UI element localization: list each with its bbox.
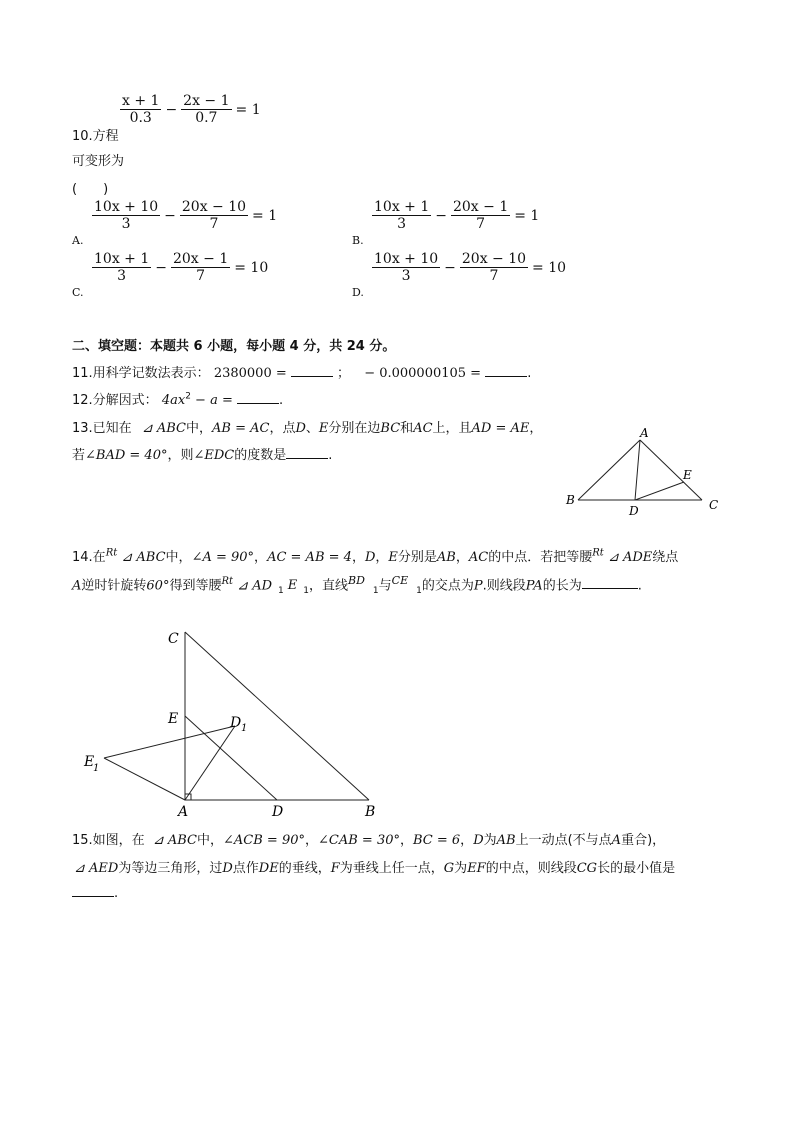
frac-denominator: 3 bbox=[397, 216, 407, 232]
option-c[interactable] bbox=[92, 251, 268, 284]
q13-line-2 bbox=[72, 444, 332, 463]
text: 的中点，则线段 bbox=[485, 861, 577, 876]
subscript: 1 bbox=[303, 585, 309, 596]
text: ， bbox=[460, 833, 474, 848]
text: 中， bbox=[185, 421, 212, 436]
segment-e1d1 bbox=[104, 726, 235, 758]
frac-numerator: 2x − 1 bbox=[183, 93, 230, 109]
math: AD = AE bbox=[471, 421, 530, 436]
q10-equation bbox=[120, 93, 261, 126]
text: .则线段 bbox=[482, 578, 526, 594]
math: AC = AB = 4 bbox=[267, 550, 352, 565]
label-a: A bbox=[640, 426, 649, 440]
frac-numerator: 20x − 10 bbox=[461, 251, 527, 267]
segment-ab bbox=[578, 440, 640, 500]
minus-sign: − bbox=[164, 207, 176, 224]
subscript: 1 bbox=[372, 585, 379, 596]
text: 15.如图，在 bbox=[72, 833, 145, 848]
text: 逆时针旋转 bbox=[81, 578, 147, 594]
q11-answer-blank-1[interactable] bbox=[291, 376, 333, 377]
math: Rt bbox=[105, 547, 118, 559]
text: 的垂线， bbox=[278, 861, 331, 876]
math: D bbox=[222, 861, 233, 876]
q14-figure bbox=[80, 622, 390, 822]
option-rhs: = 10 bbox=[234, 259, 269, 276]
text: 中， bbox=[196, 833, 223, 848]
q12-answer-blank[interactable] bbox=[237, 403, 279, 404]
text: 上一动点(不与点 bbox=[515, 833, 612, 848]
segment-e1a bbox=[104, 758, 185, 800]
minus-sign: − bbox=[435, 207, 447, 224]
text: . bbox=[637, 578, 642, 594]
math: ⊿ AD bbox=[237, 578, 273, 594]
math: ∠CAB = 30° bbox=[318, 833, 400, 848]
math: AC bbox=[413, 421, 433, 436]
label-b: B bbox=[566, 493, 575, 507]
text: 、 bbox=[305, 421, 319, 436]
frac-numerator: 10x + 10 bbox=[94, 199, 159, 215]
segment-cb bbox=[185, 632, 369, 800]
q11-answer-blank-2[interactable] bbox=[485, 376, 527, 377]
text: 若 bbox=[72, 448, 86, 463]
text: 点作 bbox=[232, 861, 259, 876]
label-b: B bbox=[365, 804, 376, 820]
section-2-title: 二、填空题：本题共 6 小题，每小题 4 分，共 24 分。 bbox=[72, 339, 396, 354]
math: E bbox=[318, 421, 329, 436]
text: 为 bbox=[454, 861, 468, 876]
option-rhs: = 10 bbox=[532, 259, 567, 276]
q13-figure bbox=[560, 420, 730, 520]
text: 分别是 bbox=[397, 550, 437, 565]
math: P bbox=[473, 578, 483, 594]
frac-denominator: 3 bbox=[121, 216, 131, 232]
label-e: E bbox=[683, 468, 692, 482]
frac-denominator: 7 bbox=[489, 268, 499, 284]
text: ，直线 bbox=[308, 578, 348, 594]
math: D bbox=[295, 421, 306, 436]
math: G bbox=[443, 861, 455, 876]
math: E bbox=[388, 550, 398, 565]
text: ， bbox=[304, 833, 318, 848]
math: CG bbox=[576, 861, 598, 876]
text: ， bbox=[455, 550, 469, 565]
math: AB = AC bbox=[212, 421, 270, 436]
frac-numerator: 20x − 1 bbox=[452, 199, 509, 215]
option-d[interactable] bbox=[372, 251, 566, 284]
math: CE bbox=[391, 574, 409, 587]
q14-answer-blank[interactable] bbox=[582, 588, 638, 589]
q13-line-1 bbox=[72, 417, 542, 436]
q12-line bbox=[72, 389, 283, 408]
q11-line bbox=[72, 362, 531, 381]
q10-prefix: 10.方程 bbox=[72, 129, 119, 144]
label-e1: E bbox=[84, 754, 95, 770]
option-c-letter: C. bbox=[72, 286, 84, 299]
frac-numerator: 20x − 10 bbox=[181, 199, 247, 215]
frac-denominator: 0.3 bbox=[129, 110, 152, 126]
text: . bbox=[114, 886, 119, 901]
math: DE bbox=[258, 861, 279, 876]
math: Rt bbox=[592, 547, 604, 559]
minus-sign: − bbox=[155, 259, 167, 276]
math: 60° bbox=[146, 578, 170, 594]
frac-denominator: 7 bbox=[196, 268, 206, 284]
q15-line-3 bbox=[72, 886, 118, 901]
segment-ad1 bbox=[185, 726, 235, 800]
subscript: 1 bbox=[278, 585, 284, 596]
segment-de bbox=[635, 482, 684, 500]
q10-frac1 bbox=[120, 93, 161, 126]
text: 的度数是 bbox=[234, 448, 287, 463]
text: ，点 bbox=[269, 421, 296, 436]
math: AC bbox=[468, 550, 489, 565]
text: ， bbox=[351, 550, 365, 565]
math: A bbox=[611, 833, 622, 848]
frac-numerator: 20x − 1 bbox=[172, 251, 229, 267]
q12-expr: 4ax bbox=[161, 393, 186, 408]
text: 为等边三角形，过 bbox=[118, 861, 223, 876]
text: 的中点．若把等腰 bbox=[488, 550, 593, 565]
q10-line2: 可变形为 bbox=[72, 154, 125, 169]
text: 14.在 bbox=[72, 550, 106, 565]
text: . bbox=[328, 448, 333, 463]
option-rhs: = 1 bbox=[252, 207, 278, 224]
math: D bbox=[473, 833, 484, 848]
segment-ad bbox=[635, 440, 640, 500]
text: 分别在边 bbox=[328, 421, 381, 436]
text: 和 bbox=[400, 421, 414, 436]
option-a-letter: A. bbox=[72, 234, 84, 247]
option-rhs: = 1 bbox=[514, 207, 540, 224]
text: 中， bbox=[165, 550, 192, 565]
math: D bbox=[364, 550, 376, 565]
math: ⊿ ABC bbox=[121, 550, 166, 565]
q12-prefix: 12.分解因式： bbox=[72, 393, 158, 408]
label-a: A bbox=[178, 804, 189, 820]
math: ∠A = 90° bbox=[191, 550, 255, 565]
math: BC bbox=[380, 421, 401, 436]
label-d1-sub: 1 bbox=[241, 723, 248, 734]
text: 重合)， bbox=[621, 833, 666, 848]
text: ， bbox=[254, 550, 268, 565]
math: PA bbox=[525, 578, 543, 594]
math: Rt bbox=[221, 576, 234, 587]
q14-line-2 bbox=[72, 574, 642, 596]
text: 为垂线上任一点， bbox=[339, 861, 444, 876]
q10-paren: ( ) bbox=[72, 182, 109, 197]
label-e: E bbox=[168, 711, 179, 727]
frac-numerator: x + 1 bbox=[122, 93, 160, 109]
q15-answer-blank[interactable] bbox=[72, 896, 114, 897]
frac-numerator: 10x + 10 bbox=[374, 251, 439, 267]
math: ⊿ ABC bbox=[152, 833, 197, 848]
math: BD bbox=[348, 574, 365, 587]
frac-denominator: 7 bbox=[209, 216, 219, 232]
q14-line-1 bbox=[72, 546, 678, 565]
frac-denominator: 7 bbox=[476, 216, 486, 232]
math: EF bbox=[467, 861, 486, 876]
q13-answer-blank[interactable] bbox=[286, 458, 328, 459]
frac-numerator: 10x + 1 bbox=[94, 251, 150, 267]
math: BC = 6 bbox=[413, 833, 461, 848]
text: 13.已知在 bbox=[72, 421, 132, 436]
minus-sign: − bbox=[444, 259, 456, 276]
label-e1-sub: 1 bbox=[93, 763, 100, 774]
math: A bbox=[72, 578, 82, 594]
label-d1: D bbox=[230, 715, 242, 731]
text: ，则 bbox=[167, 448, 194, 463]
text: 长的最小值是 bbox=[597, 861, 676, 876]
text: 的交点为 bbox=[421, 578, 474, 594]
text: 得到等腰 bbox=[169, 578, 222, 594]
math: ∠BAD = 40° bbox=[85, 448, 168, 463]
text: 为 bbox=[483, 833, 497, 848]
q12-period: . bbox=[279, 393, 284, 408]
text: 上，且 bbox=[432, 421, 472, 436]
q12-expr-2: − a = bbox=[190, 393, 233, 408]
math: ⊿ AED bbox=[74, 861, 119, 876]
option-b[interactable] bbox=[372, 199, 539, 232]
math: ∠ACB = 90° bbox=[223, 833, 305, 848]
frac-denominator: 0.7 bbox=[195, 110, 218, 126]
math: ⊿ ADE bbox=[607, 550, 653, 565]
text: 与 bbox=[378, 578, 392, 594]
frac-numerator: 10x + 1 bbox=[374, 199, 430, 215]
segment-ac bbox=[640, 440, 702, 500]
label-c: C bbox=[168, 631, 179, 647]
math: ∠EDC bbox=[193, 448, 235, 463]
q12-exponent: 2 bbox=[185, 391, 191, 402]
q11-value-2: − 0.000000105 = bbox=[364, 366, 482, 381]
text: 绕点 bbox=[652, 550, 679, 565]
option-b-letter: B. bbox=[352, 234, 364, 247]
q10-rhs: = 1 bbox=[235, 101, 261, 118]
subscript: 1 bbox=[416, 585, 422, 596]
text: ， bbox=[399, 833, 413, 848]
q11-separator: ； bbox=[337, 366, 351, 381]
label-d: D bbox=[629, 504, 639, 518]
math: E bbox=[287, 578, 298, 594]
q15-line-1 bbox=[72, 829, 665, 848]
math: AB bbox=[496, 833, 516, 848]
frac-denominator: 3 bbox=[117, 268, 127, 284]
option-d-letter: D. bbox=[352, 286, 364, 299]
math: ⊿ ABC bbox=[141, 421, 186, 436]
q11-value-1: 2380000 = bbox=[213, 366, 287, 381]
text: 的长为 bbox=[542, 578, 582, 594]
label-d: D bbox=[272, 804, 284, 820]
q11-prefix: 11.用科学记数法表示： bbox=[72, 366, 210, 381]
math: F bbox=[330, 861, 340, 876]
q10-frac2 bbox=[181, 93, 231, 126]
frac-denominator: 3 bbox=[401, 268, 411, 284]
option-a[interactable] bbox=[92, 199, 277, 232]
q11-period: . bbox=[527, 366, 532, 381]
label-c: C bbox=[709, 498, 719, 512]
q15-line-2 bbox=[74, 857, 675, 876]
text: ， bbox=[375, 550, 389, 565]
math: AB bbox=[436, 550, 456, 565]
minus-sign: − bbox=[165, 101, 178, 118]
text: ， bbox=[529, 421, 543, 436]
